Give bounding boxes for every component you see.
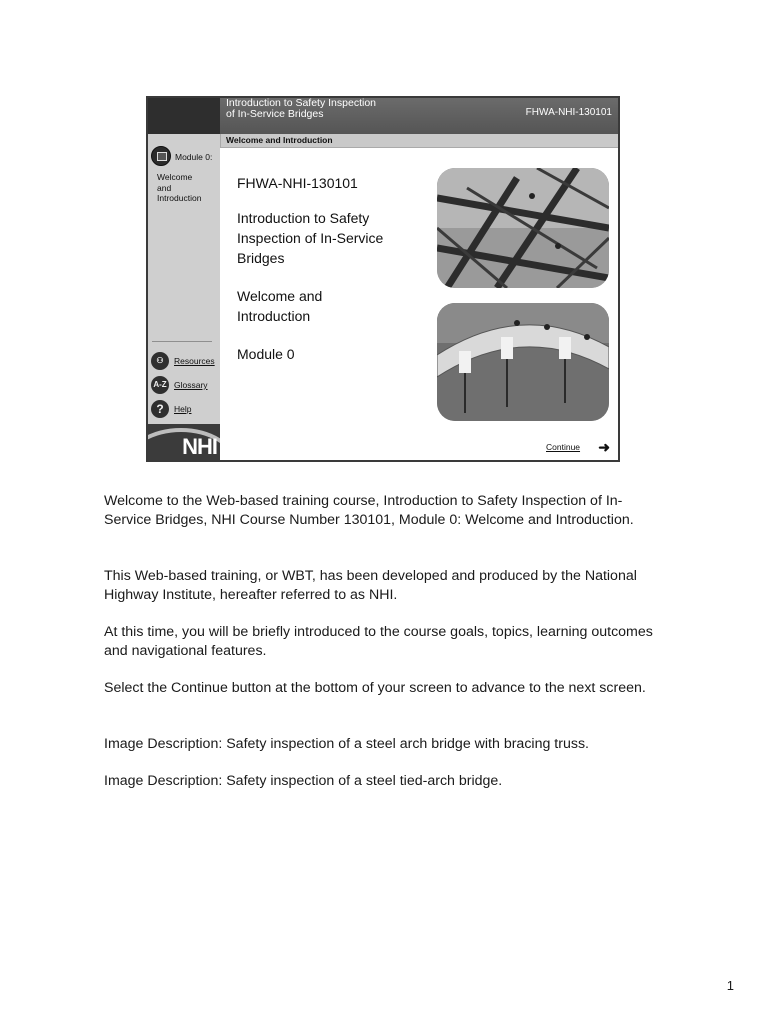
narration-paragraph: Select the Continue button at the bottom of your screen to advance to the next screen.	[104, 680, 646, 696]
sidebar-link-label: Resources	[174, 356, 215, 366]
steel-tied-arch-photo	[437, 303, 609, 421]
module-name: Welcome and Introduction	[157, 172, 202, 203]
slide-header	[148, 98, 618, 134]
module-icon	[151, 146, 171, 166]
arrow-right-icon: ➜	[598, 439, 610, 455]
header-title: Introduction to Safety Inspection of In-Service Bridges	[226, 97, 377, 120]
slide-content	[220, 148, 618, 460]
continue-label: Continue	[546, 442, 581, 452]
glossary-icon: A-Z	[151, 376, 169, 394]
help-icon: ?	[151, 400, 169, 418]
sidebar-link-help[interactable]	[151, 400, 219, 420]
nhi-logo: NHI	[148, 424, 220, 460]
content-course-code: FHWA-NHI-130101	[237, 175, 358, 191]
section-bar	[220, 134, 618, 148]
narration-paragraph: At this time, you will be briefly introduced to the course goals, topics, learning outcomes and navigational features.	[104, 624, 653, 659]
content-module-title: Welcome and Introduction	[237, 288, 323, 324]
content-module-number: Module 0	[237, 346, 295, 362]
section-title: Welcome and Introduction	[226, 135, 333, 145]
slide-screenshot	[146, 96, 620, 462]
continue-button[interactable]	[546, 440, 610, 454]
narration-paragraph: Image Description: Safety inspection of a steel arch bridge with bracing truss.	[104, 736, 589, 752]
resources-icon: ⚇	[151, 352, 169, 370]
narration-paragraph: This Web-based training, or WBT, has been developed and produced by the National Highway Institute, hereafter referred to as NHI.	[104, 568, 637, 603]
content-course-title: Introduction to Safety Inspection of In-Service Bridges	[237, 210, 384, 266]
header-left-block	[148, 98, 220, 134]
module-label: Module 0:	[175, 152, 213, 162]
sidebar-link-label: Help	[174, 404, 192, 414]
sidebar-divider	[152, 341, 212, 342]
sidebar-link-glossary[interactable]	[151, 376, 219, 396]
steel-arch-truss-photo	[437, 168, 609, 288]
narration-paragraph: Image Description: Safety inspection of a steel tied-arch bridge.	[104, 773, 503, 789]
header-course-code: FHWA-NHI-130101	[525, 107, 612, 118]
narration-paragraph: Welcome to the Web-based training course, Introduction to Safety Inspection of In-Service Bridges, NHI Course Number 130101, Module 0: Welcome and Introduction.	[104, 493, 634, 528]
slide-sidebar	[148, 134, 221, 460]
sidebar-link-label: Glossary	[174, 380, 208, 390]
page-number: 1	[726, 978, 734, 993]
sidebar-link-resources[interactable]	[151, 352, 219, 372]
